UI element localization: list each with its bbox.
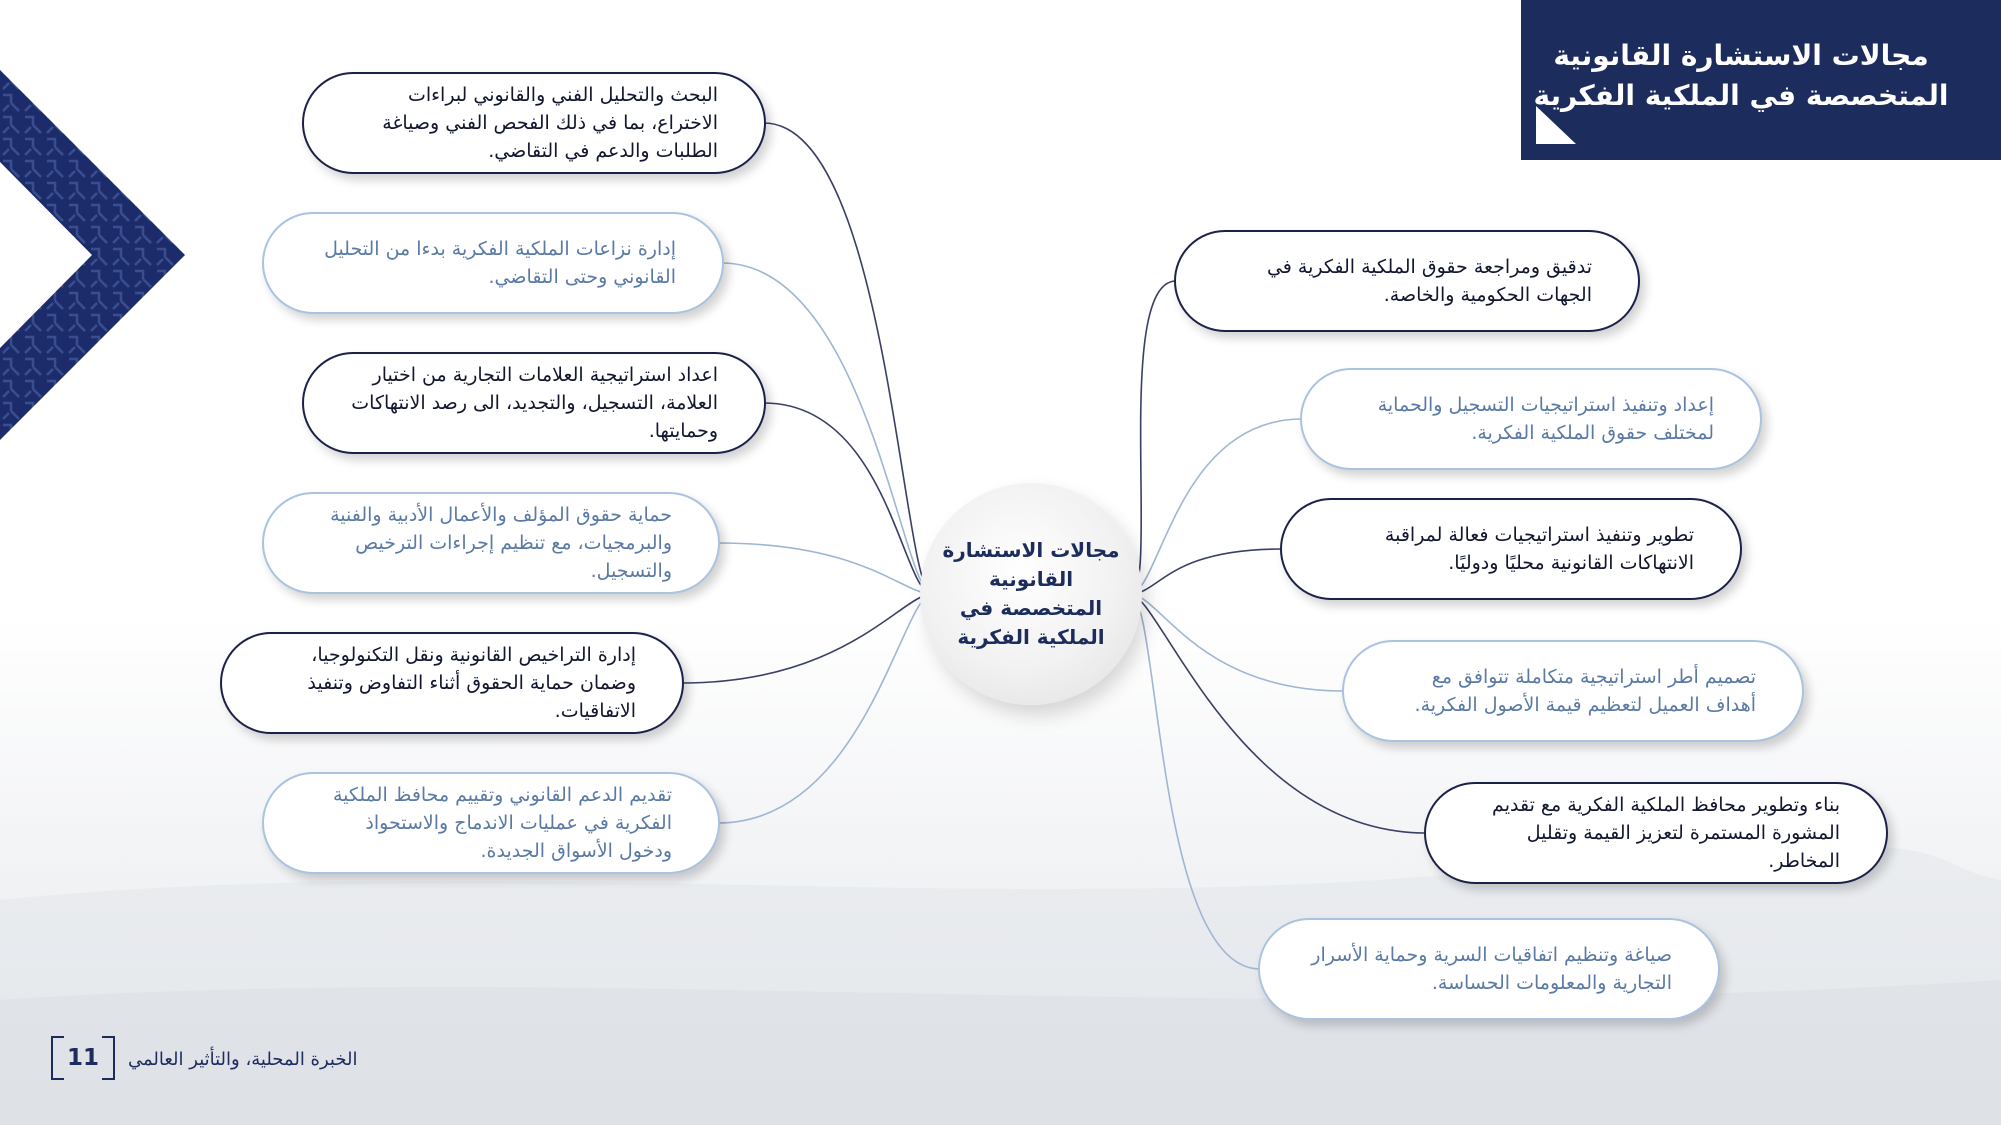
topic-text: اعداد استراتيجية العلامات التجارية من اختيار العلامة، التسجيل، والتجديد، الى رصد الانتهاكات وحمايتها. bbox=[351, 364, 718, 442]
topic-text: إعداد وتنفيذ استراتيجيات التسجيل والحماية لمختلف حقوق الملكية الفكرية. bbox=[1377, 394, 1714, 444]
topic-node-portfolio bbox=[1424, 782, 1888, 884]
topic-text: تطوير وتنفيذ استراتيجيات فعالة لمراقبة الانتهاكات القانونية محليًا ودوليًا. bbox=[1384, 524, 1694, 574]
connector-R3 bbox=[1130, 594, 1344, 691]
topic-text: البحث والتحليل الفني والقانوني لبراءات الاختراع، بما في ذلك الفحص الفني وصياغة الطلبات والدعم في التقاضي. bbox=[382, 84, 718, 162]
topic-node-strategy bbox=[1342, 640, 1804, 742]
topic-node-patents bbox=[302, 72, 766, 174]
corner-triangle-icon bbox=[1536, 106, 1576, 144]
topic-node-ip-disputes bbox=[262, 212, 724, 314]
topic-text: إدارة نزاعات الملكية الفكرية بدءا من التحليل القانوني وحتى التقاضي. bbox=[324, 238, 676, 288]
topic-text: بناء وتطوير محافظ الملكية الفكرية مع تقديم المشورة المستمرة لتعزيز القيمة وتقليل المخاطر. bbox=[1492, 794, 1840, 872]
topic-node-copyright bbox=[262, 492, 720, 594]
page-title: مجالات الاستشارة القانونية المتخصصة في الملكية الفكرية bbox=[1533, 39, 1949, 112]
connector-R0 bbox=[1130, 281, 1176, 594]
topic-node-monitoring bbox=[1280, 498, 1742, 600]
topic-text: صياغة وتنظيم اتفاقيات السرية وحماية الأسرار التجارية والمعلومات الحساسة. bbox=[1311, 944, 1672, 994]
connector-R5 bbox=[1130, 594, 1260, 969]
connector-R2 bbox=[1130, 549, 1282, 594]
connector-L3 bbox=[718, 543, 932, 594]
topic-text: تصميم أطر استراتيجية متكاملة تتوافق مع أهداف العميل لتعظيم قيمة الأصول الفكرية. bbox=[1414, 666, 1756, 716]
header-banner bbox=[1521, 0, 2001, 160]
center-hub bbox=[920, 483, 1142, 705]
topic-text: حماية حقوق المؤلف والأعمال الأدبية والفنية والبرمجيات، مع تنظيم إجراءات الترخيص والتسجيل. bbox=[330, 504, 672, 582]
topic-node-confidentiality bbox=[1258, 918, 1720, 1020]
connector-L5 bbox=[718, 594, 932, 823]
connector-L0 bbox=[764, 123, 932, 594]
topic-text: تدقيق ومراجعة حقوق الملكية الفكرية في الجهات الحكومية والخاصة. bbox=[1266, 256, 1592, 306]
topic-node-registration bbox=[1300, 368, 1762, 470]
topic-text: إدارة التراخيص القانونية ونقل التكنولوجيا، وضمان حماية الحقوق أثناء التفاوض وتنفيذ الاتفاقيات. bbox=[307, 644, 636, 722]
topic-node-audit bbox=[1174, 230, 1640, 332]
connector-R1 bbox=[1130, 419, 1302, 594]
page-number-box bbox=[50, 1035, 116, 1081]
page-number: 11 bbox=[66, 1045, 99, 1071]
center-label: مجالات الاستشارة القانونية المتخصصة في الملكية الفكرية bbox=[942, 538, 1120, 649]
footer-tagline: الخبرة المحلية، والتأثير العالمي bbox=[128, 1049, 358, 1070]
connector-L4 bbox=[682, 594, 932, 683]
topic-node-trademarks bbox=[302, 352, 766, 454]
topic-text: تقديم الدعم القانوني وتقييم محافظ الملكية الفكرية في عمليات الاندماج والاستحواذ ودخول الأسواق الجديدة. bbox=[332, 784, 672, 862]
decorative-pattern-icon bbox=[0, 70, 190, 440]
topic-node-licensing bbox=[220, 632, 684, 734]
topic-node-mergers bbox=[262, 772, 720, 874]
